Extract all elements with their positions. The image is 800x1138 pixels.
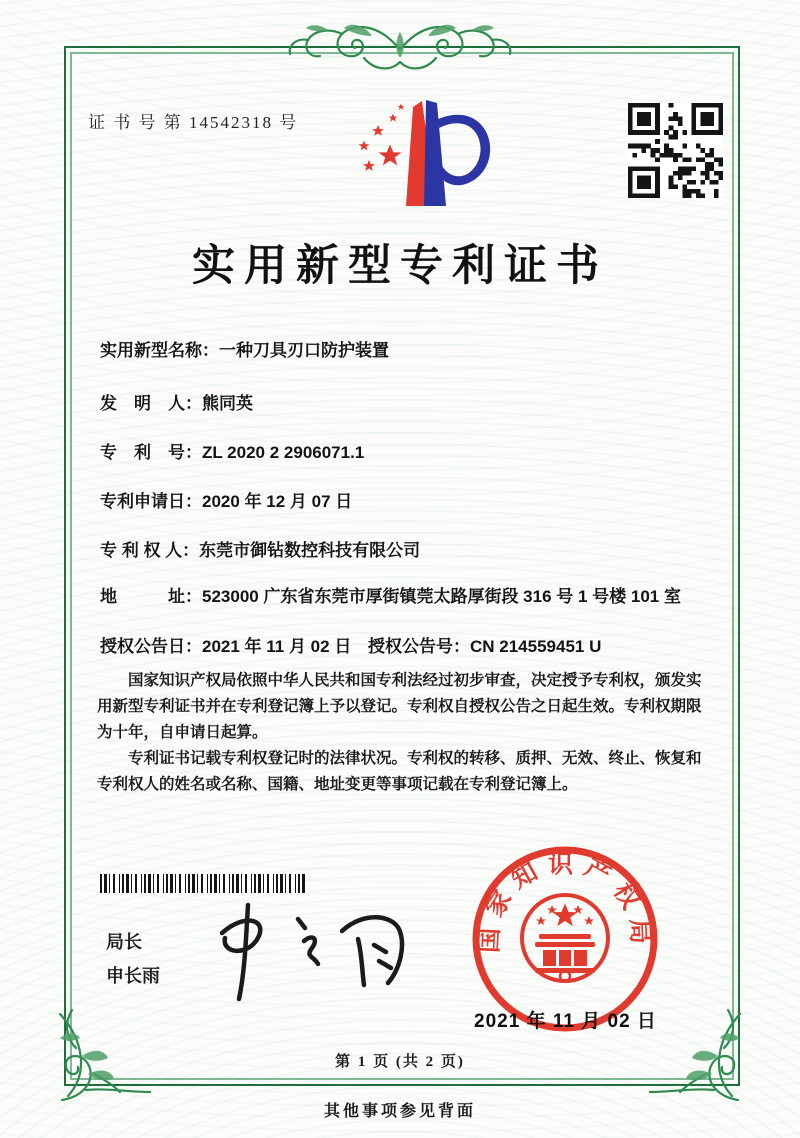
legal-paragraph-1: 国家知识产权局依照中华人民共和国专利法经过初步审查，决定授予专利权，颁发实用新型专利证书并在专利登记簿上予以登记。专利权自授权公告之日起生效。专利权期限为十年，自申请日起算。: [97, 672, 702, 741]
field-label: 发 明 人：: [100, 394, 202, 413]
barcode-1d: [100, 874, 306, 893]
field-value: 熊同英: [202, 394, 253, 413]
legal-paragraph-2: 专利证书记载专利权登记时的法律状况。专利权的转移、质押、无效、终止、恢复和专利权人的姓名或名称、国籍、地址变更等事项记载在专利登记簿上。: [97, 750, 702, 793]
field-value: CN 214559451 U: [470, 637, 602, 656]
field-value: 2021 年 11 月 02 日: [202, 637, 352, 656]
seal-date: 2021 年 11 月 02 日: [474, 1011, 657, 1032]
cnipa-logo-icon: [344, 94, 496, 216]
field-value: 东莞市御钻数控科技有限公司: [199, 541, 421, 560]
field-row-filing-date: [100, 489, 720, 515]
handwritten-signature: [192, 893, 417, 1005]
field-label: 专利申请日：: [100, 492, 202, 511]
field-row-address: [100, 584, 720, 610]
field-row-grant: [100, 634, 720, 660]
field-label: 专 利 权 人：: [100, 541, 200, 560]
page-number: 第 1 页 (共 2 页): [335, 1054, 465, 1070]
field-value: ZL 2020 2 2906071.1: [202, 443, 365, 462]
field-label: 实用新型名称：: [100, 341, 219, 360]
document-title: 实用新型专利证书: [192, 243, 608, 290]
field-label: 授权公告号：: [368, 637, 470, 656]
back-side-note: 其他事项参见背面: [323, 1103, 476, 1120]
field-row-patent-number: [100, 440, 720, 466]
commissioner-name: 申长雨: [106, 966, 160, 986]
field-label: 地 址：: [100, 587, 202, 606]
field-value: 523000 广东省东莞市厚街镇莞太路厚街段 316 号 1 号楼 101 室: [202, 587, 681, 606]
legal-text-block: [97, 668, 713, 798]
field-row-patentee: [100, 538, 720, 564]
frame-top-flourish-ornament: [268, 16, 532, 80]
field-row-utility-model-name: [100, 338, 720, 364]
field-label: 专 利 号：: [100, 443, 202, 462]
field-label: 授权公告日：: [100, 637, 202, 656]
field-row-inventor: [100, 391, 720, 417]
field-value: 2020 年 12 月 07 日: [202, 492, 353, 511]
commissioner-title: 局长: [106, 932, 142, 952]
qr-code: [628, 103, 723, 198]
certificate-number: 证 书 号 第 14542318 号: [88, 113, 299, 132]
svg-text:国家知识产权局: 国家知识产权局: [475, 850, 655, 954]
field-value: 一种刀具刃口防护装置: [219, 341, 389, 360]
